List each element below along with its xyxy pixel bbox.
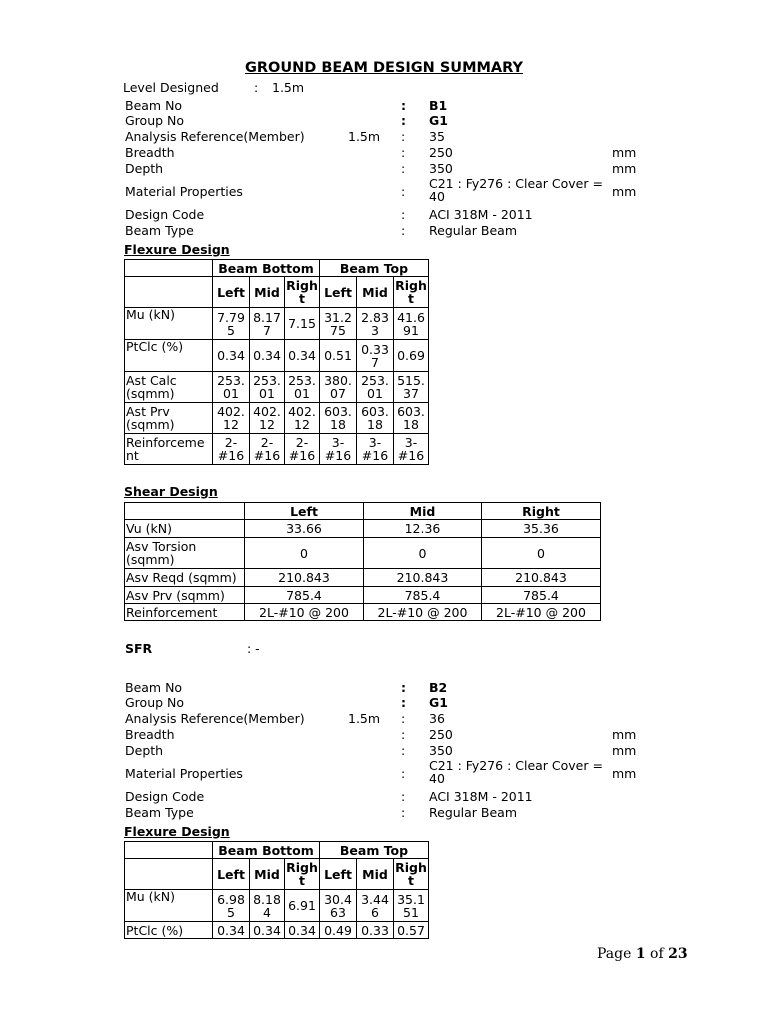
material-value-line2: 40 [429, 189, 445, 204]
depth-unit: mm [612, 161, 637, 176]
table-cell: 0.34 [285, 922, 320, 939]
material-value-line1: C21 : Fy276 : Clear Cover = [429, 176, 603, 191]
design-code-value: ACI 318M - 2011 [429, 789, 533, 804]
table-cell: 12.36 [364, 520, 482, 538]
group-header-beam-top: Beam Top [320, 842, 429, 859]
beam-type-value: Regular Beam [429, 805, 518, 820]
table-cell: 0.33 7 [357, 340, 394, 372]
table-header-row [125, 842, 429, 859]
table-cell: 3- #16 [357, 434, 394, 465]
depth-value: 350 [429, 743, 453, 758]
design-code-label: Design Code [125, 207, 205, 222]
page-of: of [645, 946, 669, 962]
sfr-value: : - [247, 641, 260, 656]
analysis-ref-level: 1.5m [348, 711, 381, 726]
table-cell: 0.34 [213, 340, 250, 372]
shear-table-b1 [124, 502, 601, 621]
column-header: Left [320, 277, 357, 308]
beam-type-sep: : [401, 223, 406, 238]
row-label: Ast Prv (sqmm) [125, 403, 213, 434]
flexure-design-heading: Flexure Design [124, 242, 230, 257]
flexure-table-b1 [124, 259, 429, 465]
table-row [125, 587, 601, 604]
depth-sep: : [401, 743, 406, 758]
material-sep: : [401, 766, 406, 781]
analysis-ref-value: 35 [429, 129, 445, 144]
beam-no-label: Beam No [125, 680, 183, 695]
group-header-beam-top: Beam Top [320, 260, 429, 277]
table-cell: 210.843 [482, 569, 601, 587]
table-cell: 785.4 [364, 587, 482, 604]
breadth-unit: mm [612, 145, 637, 160]
beam-no-label: Beam No [125, 98, 183, 113]
group-no-value: G1 [429, 695, 448, 710]
table-corner [125, 503, 245, 520]
table-row [125, 604, 601, 621]
design-code-sep: : [401, 207, 406, 222]
group-header-beam-bottom: Beam Bottom [213, 260, 320, 277]
table-cell: 35.1 51 [394, 890, 429, 922]
page-number [597, 946, 688, 962]
group-no-label: Group No [125, 695, 185, 710]
table-row [125, 890, 429, 922]
beam-no-value: B2 [429, 680, 448, 695]
table-cell: 33.66 [245, 520, 364, 538]
table-cell: 603. 18 [394, 403, 429, 434]
table-cell: 8.17 7 [250, 308, 285, 340]
table-cell: 0.34 [250, 922, 285, 939]
beam-no-value: B1 [429, 98, 448, 113]
column-header: Righ t [286, 860, 318, 888]
table-cell: 0.49 [320, 922, 357, 939]
table-cell: 6.98 5 [213, 890, 250, 922]
column-header: Mid [357, 859, 394, 890]
table-cell: 603. 18 [357, 403, 394, 434]
table-cell: 253. 01 [285, 372, 320, 403]
page-prefix: Page [597, 946, 636, 962]
depth-unit: mm [612, 743, 637, 758]
analysis-ref-label: Analysis Reference(Member) [125, 711, 305, 726]
beam-type-sep: : [401, 805, 406, 820]
material-label: Material Properties [125, 766, 243, 781]
depth-label: Depth [125, 743, 164, 758]
breadth-label: Breadth [125, 145, 175, 160]
column-header: Righ t [286, 278, 318, 306]
row-label: Mu (kN) [125, 890, 213, 922]
table-cell: 402. 12 [213, 403, 250, 434]
group-header-beam-bottom: Beam Bottom [213, 842, 320, 859]
column-header: Righ t [395, 860, 427, 888]
breadth-label: Breadth [125, 727, 175, 742]
page-total: 23 [668, 946, 688, 962]
row-label: Ast Calc (sqmm) [125, 372, 213, 403]
depth-label: Depth [125, 161, 164, 176]
breadth-value: 250 [429, 727, 453, 742]
beam-type-label: Beam Type [125, 805, 194, 820]
table-cell: 253. 01 [357, 372, 394, 403]
beam-type-value: Regular Beam [429, 223, 518, 238]
breadth-value: 250 [429, 145, 453, 160]
table-corner [125, 842, 213, 859]
table-row [125, 372, 429, 403]
table-row [125, 538, 601, 569]
material-sep: : [401, 184, 406, 199]
row-label: Mu (kN) [125, 308, 213, 340]
table-cell: 253. 01 [213, 372, 250, 403]
table-row [125, 403, 429, 434]
table-row [125, 520, 601, 538]
level-designed-value: 1.5m [272, 80, 305, 95]
table-cell: 603. 18 [320, 403, 357, 434]
flexure-design-heading: Flexure Design [124, 824, 230, 839]
material-value-line2: 40 [429, 771, 445, 786]
row-label: Asv Reqd (sqmm) [125, 569, 245, 587]
design-code-sep: : [401, 789, 406, 804]
table-cell: 35.36 [482, 520, 601, 538]
analysis-ref-sep: : [401, 711, 406, 726]
table-cell: 3.44 6 [357, 890, 394, 922]
table-cell: 0.51 [320, 340, 357, 372]
beam-type-label: Beam Type [125, 223, 194, 238]
table-cell: 8.18 4 [250, 890, 285, 922]
column-header: Right [482, 503, 601, 520]
row-label: Reinforcement [125, 604, 245, 621]
level-designed-sep: : [254, 80, 259, 95]
table-cell: 380. 07 [320, 372, 357, 403]
depth-sep: : [401, 161, 406, 176]
table-cell: 785.4 [245, 587, 364, 604]
design-code-label: Design Code [125, 789, 205, 804]
table-corner [125, 260, 213, 277]
table-cell: 6.91 [285, 890, 320, 922]
table-cell: 402. 12 [250, 403, 285, 434]
table-cell: 210.843 [245, 569, 364, 587]
analysis-ref-value: 36 [429, 711, 445, 726]
table-cell: 0 [245, 538, 364, 569]
breadth-unit: mm [612, 727, 637, 742]
analysis-ref-level: 1.5m [348, 129, 381, 144]
table-cell: 785.4 [482, 587, 601, 604]
row-label: Vu (kN) [125, 520, 245, 538]
table-cell: 210.843 [364, 569, 482, 587]
row-label: PtClc (%) [125, 340, 213, 372]
table-cell: 0.57 [394, 922, 429, 939]
table-cell: 515. 37 [394, 372, 429, 403]
group-no-sep: : [401, 695, 406, 710]
table-cell: 3- #16 [394, 434, 429, 465]
breadth-sep: : [401, 727, 406, 742]
table-cell: 0.34 [213, 922, 250, 939]
design-code-value: ACI 318M - 2011 [429, 207, 533, 222]
table-header-row [125, 260, 429, 277]
table-cell: 41.6 91 [394, 308, 429, 340]
column-header: Left [213, 277, 250, 308]
table-header-row [125, 503, 601, 520]
table-cell: 7.79 5 [213, 308, 250, 340]
table-row [125, 340, 429, 372]
column-header: Left [320, 859, 357, 890]
material-value-line1: C21 : Fy276 : Clear Cover = [429, 758, 603, 773]
analysis-ref-label: Analysis Reference(Member) [125, 129, 305, 144]
table-header-row [125, 277, 429, 308]
group-no-value: G1 [429, 113, 448, 128]
table-cell: 0 [364, 538, 482, 569]
analysis-ref-sep: : [401, 129, 406, 144]
beam-no-sep: : [401, 680, 406, 695]
column-header: Left [213, 859, 250, 890]
table-corner [125, 859, 213, 890]
table-cell: 2L-#10 @ 200 [364, 604, 482, 621]
table-cell: 0.34 [285, 340, 320, 372]
table-cell: 7.15 [285, 308, 320, 340]
table-cell: 31.2 75 [320, 308, 357, 340]
table-cell: 2L-#10 @ 200 [482, 604, 601, 621]
column-header: Mid [364, 503, 482, 520]
column-header: Left [245, 503, 364, 520]
table-header-row [125, 859, 429, 890]
table-row [125, 308, 429, 340]
shear-design-heading: Shear Design [124, 484, 218, 499]
column-header: Righ t [395, 278, 427, 306]
column-header: Mid [357, 277, 394, 308]
sfr-label: SFR [125, 641, 153, 656]
material-unit: mm [612, 766, 637, 781]
material-label: Material Properties [125, 184, 243, 199]
table-row [125, 922, 429, 939]
beam-no-sep: : [401, 98, 406, 113]
table-cell: 2L-#10 @ 200 [245, 604, 364, 621]
table-corner [125, 277, 213, 308]
table-cell: 30.4 63 [320, 890, 357, 922]
level-designed-label: Level Designed [123, 80, 219, 95]
table-cell: 2- #16 [250, 434, 285, 465]
group-no-sep: : [401, 113, 406, 128]
column-header: Mid [250, 859, 285, 890]
flexure-table-b2 [124, 841, 429, 939]
row-label: PtClc (%) [125, 922, 213, 939]
depth-value: 350 [429, 161, 453, 176]
table-cell: 2- #16 [285, 434, 320, 465]
table-cell: 0.34 [250, 340, 285, 372]
table-cell: 402. 12 [285, 403, 320, 434]
row-label: Asv Prv (sqmm) [125, 587, 245, 604]
table-cell: 0.33 [357, 922, 394, 939]
row-label: Reinforceme nt [125, 434, 213, 465]
column-header: Mid [250, 277, 285, 308]
table-row [125, 569, 601, 587]
material-unit: mm [612, 184, 637, 199]
table-cell: 0.69 [394, 340, 429, 372]
table-cell: 2- #16 [213, 434, 250, 465]
page-title: GROUND BEAM DESIGN SUMMARY [244, 60, 524, 76]
row-label: Asv Torsion (sqmm) [125, 538, 245, 569]
table-cell: 0 [482, 538, 601, 569]
table-cell: 3- #16 [320, 434, 357, 465]
breadth-sep: : [401, 145, 406, 160]
group-no-label: Group No [125, 113, 185, 128]
page-current: 1 [635, 946, 646, 962]
table-row [125, 434, 429, 465]
table-cell: 253. 01 [250, 372, 285, 403]
table-cell: 2.83 3 [357, 308, 394, 340]
